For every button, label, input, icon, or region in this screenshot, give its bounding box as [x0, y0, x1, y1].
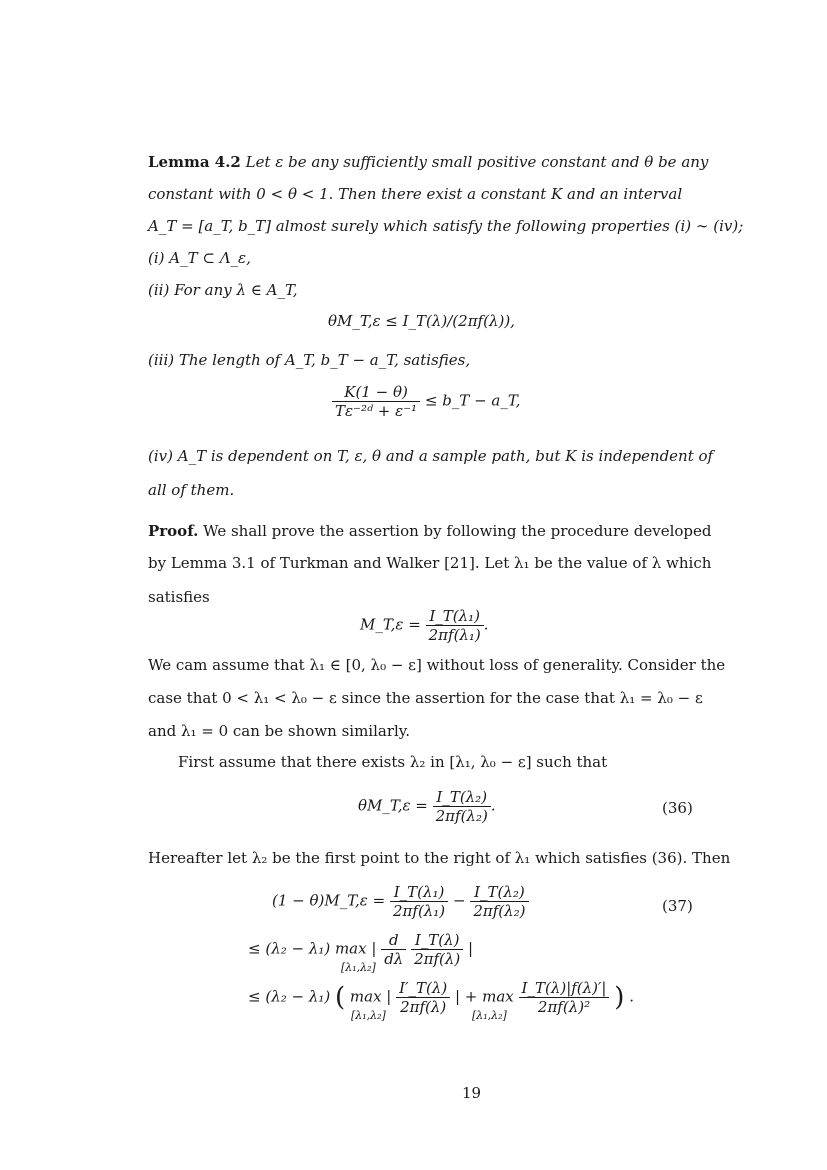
- eq37-l3-subscript-2: [λ₁,λ₂]: [472, 1009, 507, 1022]
- eq37-l2-prefix: ≤ (λ₂ − λ₁) max |: [248, 939, 377, 958]
- lemma-line-2: constant with 0 < θ < 1. Then there exist a constant K and an interval: [148, 185, 683, 203]
- lemma-text-1: Let ε be any sufficiently small positive constant and θ be any: [245, 153, 709, 171]
- eq37-l2-d: d: [381, 931, 406, 950]
- eq37-l2-dlambda: dλ: [384, 950, 404, 968]
- eq37-number: (37): [662, 897, 693, 915]
- lemma-item-ii: (ii) For any λ ∈ A_T,: [148, 281, 298, 299]
- lemma-item-iv-1: (iv) A_T is dependent on T, ε, θ and a sample path, but K is independent of: [148, 447, 714, 465]
- eq37-l3-end: .: [629, 987, 634, 1006]
- proof-line-8: Hereafter let λ₂ be the first point to the right of λ₁ which satisfies (36). Then: [148, 849, 731, 867]
- proof-text-1: We shall prove the assertion by following the procedure developed: [203, 522, 712, 540]
- eq-iii-rhs: ≤ b_T − a_T,: [424, 391, 521, 410]
- eq-36: θM_T,ε = $\frac{\text{I\_T(λ₂)}}{\text{2πf(λ₂)}}$ .: [358, 788, 496, 825]
- eq37-den-1: 2πf(λ₁): [392, 902, 446, 920]
- eq37-l3-open-paren: (: [334, 982, 346, 1013]
- eq37-l3-mid: | + max: [454, 987, 514, 1006]
- lemma-line-3: A_T = [a_T, b_T] almost surely which satisfy the following properties (i) ∼ (iv);: [148, 217, 744, 235]
- proof-line-5: case that 0 < λ₁ < λ₀ − ε since the assertion for the case that λ₁ = λ₀ − ε: [148, 689, 703, 707]
- eq37-num-1: I_T(λ₁): [390, 883, 448, 902]
- proof-line-7: First assume that there exists λ₂ in [λ₁, λ₀ − ε] such that: [178, 753, 608, 771]
- eq37-l2-derivative: [381, 931, 406, 968]
- eq37-l2-fraction: [411, 931, 463, 968]
- lemma-line-1: [148, 152, 708, 172]
- proof-line-1: [148, 521, 712, 541]
- proof-heading: Proof.: [148, 522, 199, 540]
- eq-37-line-1: [272, 883, 529, 920]
- eq37-l3-prefix: ≤ (λ₂ − λ₁): [248, 987, 331, 1006]
- eq37-l3-den-2: 2πf(λ)²: [537, 998, 591, 1016]
- eq-iii-fraction: [332, 383, 420, 420]
- proof-line-3: satisfies: [148, 588, 210, 606]
- lemma-item-iv-2: all of them.: [148, 481, 235, 499]
- eq37-l3-fraction-2: [519, 979, 610, 1016]
- eq-iii-numerator: K(1 − θ): [332, 383, 420, 402]
- lemma-eq-iii: [332, 383, 520, 420]
- eq37-l2-den: 2πf(λ): [414, 950, 461, 968]
- eq36-denominator: 2πf(λ₂): [435, 807, 488, 825]
- eq36-numerator: I_T(λ₂): [433, 788, 491, 807]
- eq37-l3-den-1: 2πf(λ): [400, 998, 447, 1016]
- page-number: 19: [462, 1084, 482, 1102]
- eq37-minus: −: [452, 891, 466, 910]
- proof-line-4: We cam assume that λ₁ ∈ [0, λ₀ − ε] without loss of generality. Consider the: [148, 656, 726, 674]
- eq-m-denominator: 2πf(λ₁): [428, 626, 481, 644]
- eq37-l3-close-paren: ): [614, 982, 625, 1013]
- eq37-l2-num: I_T(λ): [411, 931, 463, 950]
- eq37-fraction-1: [390, 883, 448, 920]
- proof-line-2: by Lemma 3.1 of Turkman and Walker [21]. Let λ₁ be the value of λ which: [148, 554, 712, 572]
- eq37-l3-subscript-1: [λ₁,λ₂]: [351, 1009, 386, 1022]
- eq37-num-2: I_T(λ₂): [470, 883, 528, 902]
- eq-37-line-3: [248, 979, 634, 1016]
- eq37-l3-max: max |: [349, 987, 392, 1006]
- eq36-lhs: θM_T,ε =: [358, 796, 428, 815]
- eq37-den-2: 2πf(λ₂): [473, 902, 526, 920]
- proof-line-6: and λ₁ = 0 can be shown similarly.: [148, 722, 411, 740]
- lemma-heading: Lemma 4.2: [148, 153, 241, 171]
- eq36-number: (36): [662, 799, 693, 817]
- eq37-l3-num-2: I_T(λ)|f(λ)′|: [519, 979, 610, 998]
- eq37-l3-num-1: I′_T(λ): [396, 979, 450, 998]
- eq-iii-denominator: Tε⁻²ᵈ + ε⁻¹: [335, 402, 418, 420]
- eq-m: M_T,ε = $\frac{\text{I\_T(λ₁)}}{\text{2πf(λ₁)}}$ .: [360, 607, 489, 644]
- lemma-item-iii: (iii) The length of A_T, b_T − a_T, satisfies,: [148, 351, 471, 369]
- eq37-l3-fraction-1: [396, 979, 450, 1016]
- eq36-fraction: [433, 788, 491, 825]
- eq37-l2-suffix: |: [468, 939, 474, 958]
- eq-m-lhs: M_T,ε =: [360, 615, 421, 634]
- lemma-item-i: (i) A_T ⊂ Λ_ε,: [148, 249, 251, 267]
- eq37-lhs: (1 − θ)M_T,ε =: [272, 891, 386, 910]
- eq-m-fraction: [426, 607, 484, 644]
- eq37-fraction-2: [470, 883, 528, 920]
- eq-m-numerator: I_T(λ₁): [426, 607, 484, 626]
- eq37-l2-subscript: [λ₁,λ₂]: [341, 961, 376, 974]
- lemma-eq-ii: θM_T,ε ≤ I_T(λ)/(2πf(λ)),: [328, 312, 515, 330]
